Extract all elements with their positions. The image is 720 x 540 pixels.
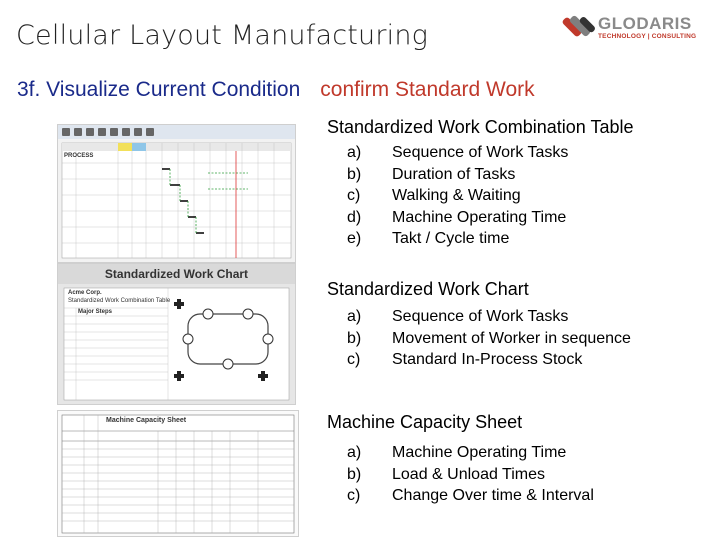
- capacity-sheet-graphic: [58, 411, 298, 536]
- work-chart-image: [57, 263, 296, 405]
- list-item: [347, 349, 631, 371]
- list-marker: b): [347, 329, 362, 347]
- capacity-sheet-image: [57, 410, 299, 537]
- list-text: Machine Operating Time: [392, 208, 567, 226]
- work-chart-banner: Standardized Work Chart: [58, 264, 295, 284]
- combination-table-graphic: [58, 125, 295, 262]
- list-marker: e): [347, 230, 362, 247]
- list-text: Duration of Tasks: [392, 165, 516, 183]
- logo-brand: GLODARIS: [598, 14, 692, 33]
- slide-title: Cellular Layout Manufacturing: [16, 20, 429, 51]
- list-marker: c): [347, 187, 361, 204]
- list-item: [347, 228, 568, 250]
- work-chart-table-title: Standardized Work Combination Table: [68, 298, 171, 304]
- list-item: [347, 164, 568, 186]
- list-text: Sequence of Work Tasks: [392, 308, 569, 325]
- section-heading-work-chart: Standardized Work Chart: [327, 279, 529, 299]
- list-item: [347, 328, 631, 350]
- slide-subtitle: [17, 78, 535, 102]
- list-marker: b): [347, 165, 362, 183]
- list-item: [347, 464, 594, 486]
- list-item: [347, 185, 568, 207]
- list-text: Standard In-Process Stock: [392, 351, 583, 368]
- list-item: [347, 306, 631, 328]
- list-marker: d): [347, 208, 362, 226]
- logo-mark-icon: [562, 10, 598, 46]
- section-heading-combination-table: Standardized Work Combination Table: [327, 117, 634, 137]
- work-chart-list: [347, 306, 631, 371]
- combination-table-list: [347, 142, 568, 250]
- section-heading-capacity-sheet: Machine Capacity Sheet: [327, 412, 523, 432]
- list-text: Machine Operating Time: [392, 444, 567, 461]
- list-item: [347, 442, 594, 464]
- list-text: Takt / Cycle time: [392, 230, 510, 247]
- list-marker: b): [347, 465, 362, 483]
- work-chart-graphic: [58, 264, 295, 404]
- combo-table-process-label: PROCESS: [64, 153, 94, 159]
- company-logo: [562, 8, 712, 48]
- list-text: Load & Unload Times: [392, 465, 545, 483]
- list-item: [347, 485, 594, 507]
- list-marker: a): [347, 308, 362, 325]
- work-chart-major-steps: Major Steps: [78, 309, 113, 315]
- list-marker: a): [347, 144, 362, 161]
- list-item: [347, 142, 568, 164]
- capacity-sheet-title: Machine Capacity Sheet: [106, 417, 187, 424]
- list-marker: a): [347, 444, 362, 461]
- list-text: Change Over time & Interval: [392, 487, 594, 504]
- subtitle-main: 3f. Visualize Current Condition: [17, 78, 301, 101]
- list-marker: c): [347, 487, 361, 504]
- list-text: Sequence of Work Tasks: [392, 144, 569, 161]
- capacity-sheet-list: [347, 442, 594, 507]
- subtitle-accent: confirm Standard Work: [320, 78, 535, 101]
- list-marker: c): [347, 351, 361, 368]
- combination-table-image: [57, 124, 296, 263]
- list-text: Movement of Worker in sequence: [392, 329, 631, 347]
- work-chart-company: Acme Corp.: [68, 290, 102, 296]
- list-text: Walking & Waiting: [392, 187, 521, 204]
- list-item: [347, 207, 568, 229]
- logo-tagline: TECHNOLOGY | CONSULTING: [598, 33, 697, 40]
